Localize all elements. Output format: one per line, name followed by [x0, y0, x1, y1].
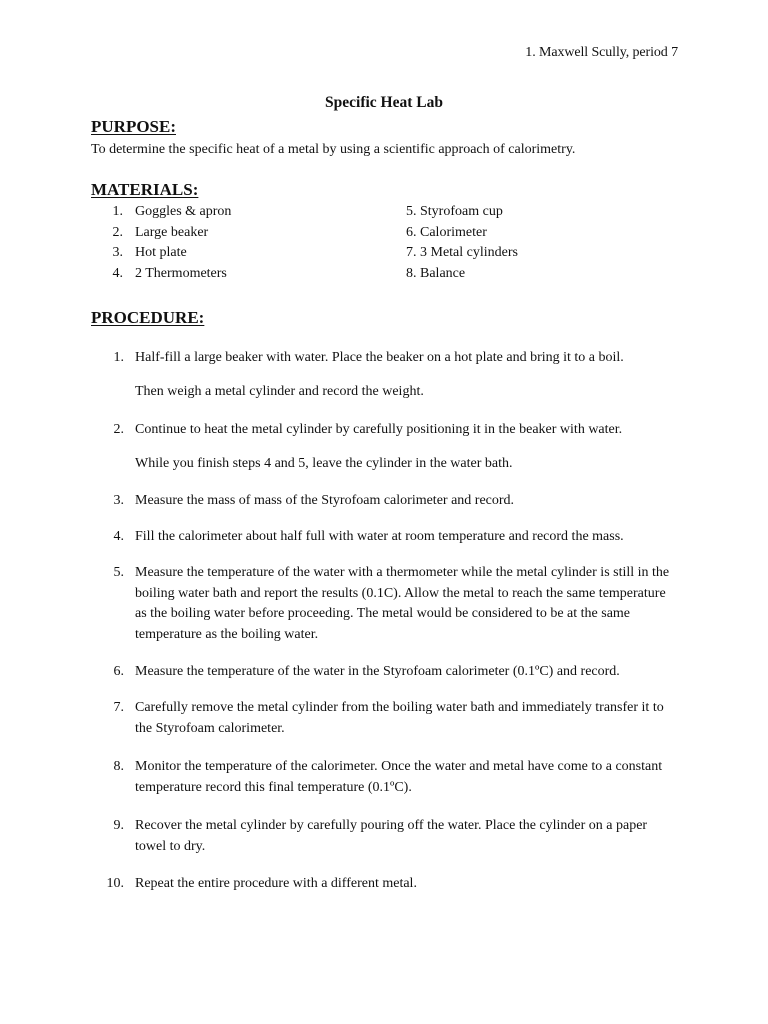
document-title: Specific Heat Lab	[325, 94, 443, 111]
step-text: Measure the temperature of the water with a thermometer while the metal cylinder is still in the boiling water bath and report the results (0.1C). Allow the metal to reach the same temperature as the boiling water before proceeding. The metal would be considered to be at the same temperature as the boiling water.	[135, 565, 670, 642]
step-number: 3.	[113, 493, 124, 508]
material-label: Goggles & apron	[135, 204, 232, 219]
step-text: Half-fill a large beaker with water. Place the beaker on a hot plate and bring it to a boil.	[135, 350, 624, 365]
purpose-heading: PURPOSE:	[91, 117, 176, 136]
materials-list-item: 5. Styrofoam cup	[406, 204, 503, 219]
materials-list-item: 7. 3 Metal cylinders	[406, 245, 518, 260]
step-number: 2.	[113, 422, 124, 437]
step-number: 7.	[113, 700, 124, 715]
student-name-line: 1. Maxwell Scully, period 7	[525, 45, 678, 60]
step-note: While you finish steps 4 and 5, leave the cylinder in the water bath.	[135, 456, 513, 471]
step-text: Measure the mass of mass of the Styrofoam calorimeter and record.	[135, 493, 515, 508]
materials-list-item	[99, 225, 208, 241]
materials-list-item	[99, 266, 227, 282]
material-number: 1.	[112, 204, 123, 219]
step-text: Carefully remove the metal cylinder from the boiling water bath and immediately transfer it to the Styrofoam calorimeter.	[135, 700, 664, 736]
purpose-text: To determine the specific heat of a metal by using a scientific approach of calorimetry.	[91, 142, 576, 157]
material-label: Large beaker	[135, 225, 209, 240]
step-number: 4.	[113, 529, 124, 544]
step-number: 8.	[113, 759, 124, 774]
step-number: 10.	[106, 876, 124, 891]
materials-heading: MATERIALS:	[91, 180, 199, 199]
materials-list-item: 8. Balance	[406, 266, 466, 281]
procedure-heading: PROCEDURE:	[91, 308, 205, 327]
materials-list-item	[99, 245, 187, 261]
step-number: 1.	[113, 350, 124, 365]
step-number: 9.	[113, 818, 124, 833]
step-text: Repeat the entire procedure with a different metal.	[135, 876, 417, 891]
materials-list-item	[99, 204, 231, 220]
step-text: Fill the calorimeter about half full with water at room temperature and record the mass.	[135, 529, 624, 544]
step-text: Continue to heat the metal cylinder by carefully positioning it in the beaker with water.	[135, 422, 623, 437]
materials-list-item: 6. Calorimeter	[406, 225, 487, 240]
step-text: Monitor the temperature of the calorimeter. Once the water and metal have come to a constant temperature record this final temperature (0.1ºC).	[135, 759, 663, 795]
material-label: Hot plate	[135, 245, 187, 260]
material-number: 3.	[112, 245, 123, 260]
material-label: 2 Thermometers	[135, 266, 227, 281]
step-text: Recover the metal cylinder by carefully pouring off the water. Place the cylinder on a paper towel to dry.	[135, 818, 648, 854]
step-text: Measure the temperature of the water in the Styrofoam calorimeter (0.1ºC) and record.	[135, 664, 620, 679]
step-note: Then weigh a metal cylinder and record the weight.	[135, 384, 424, 399]
step-number: 6.	[113, 664, 124, 679]
material-number: 4.	[112, 266, 123, 281]
material-number: 2.	[112, 225, 123, 240]
step-number: 5.	[113, 565, 124, 580]
